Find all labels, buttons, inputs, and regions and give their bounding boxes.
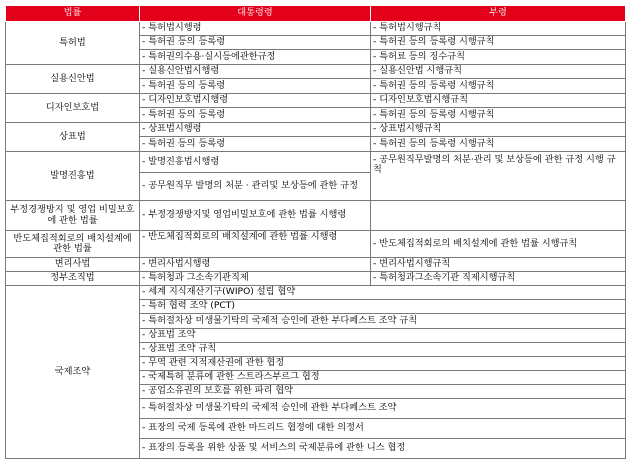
- decree-cell: - 변리사법시행령: [140, 258, 371, 272]
- decree-cell: - 상표법시행령: [140, 123, 371, 137]
- table-row: [6, 65, 626, 79]
- header-decree: 대통령령: [140, 6, 371, 22]
- treaty-item: - 특허절차상 미생물기탁의 국제적 승인에 관한 부다페스트 조약: [140, 399, 626, 419]
- legislation-table-wrapper: [5, 5, 625, 459]
- ordinance-cell: - 특허청과그소속기관 직제시행규칙: [371, 272, 626, 286]
- table-header-row: [6, 6, 626, 22]
- decree-cell: - 특허권 등의 등록령: [140, 79, 371, 94]
- table-row: [6, 286, 626, 300]
- treaty-item: - 상표법 조약: [140, 329, 626, 343]
- treaty-item: - 공업소유권의 보호를 위한 파리 협약: [140, 385, 626, 399]
- law-international-treaties: 국제조약: [6, 286, 140, 459]
- table-row: [6, 22, 626, 36]
- treaty-item: - 특허절차상 미생물기탁의 국제적 승인에 관한 부다페스트 조약 규칙: [140, 314, 626, 329]
- table-row: [6, 152, 626, 173]
- decree-cell: - 특허권 등의 등록령: [140, 36, 371, 50]
- ordinance-cell: - 실용신안법 시행규칙: [371, 65, 626, 79]
- law-design: 디자인보호법: [6, 94, 140, 123]
- ordinance-cell: - 특허권 등의 등록령 시행규칙: [371, 137, 626, 152]
- ordinance-cell: - 특허권 등의 등록령 시행규칙: [371, 36, 626, 50]
- treaty-item: - 표장의 국제 등록에 관한 마드리드 협정에 대한 의정서: [140, 419, 626, 439]
- table-row: [6, 94, 626, 108]
- law-government-organization: 정부조직법: [6, 272, 140, 286]
- ordinance-cell: - 변리사법시행규칙: [371, 258, 626, 272]
- treaty-item: - 상표법 조약 규칙: [140, 343, 626, 357]
- law-utility: 실용신안법: [6, 65, 140, 94]
- decree-cell: - 부정경쟁방지및 영업비밀보호에 관한 법률 시행령: [140, 201, 371, 231]
- table-row: [6, 258, 626, 272]
- header-ordinance: 부령: [371, 6, 626, 22]
- ordinance-cell: [371, 201, 626, 231]
- decree-cell: - 특허권 등의 등록령: [140, 137, 371, 152]
- treaty-item: - 표장의 등록을 위한 상품 및 서비스의 국제분류에 관한 니스 협정: [140, 439, 626, 459]
- law-patent-attorney: 변리사법: [6, 258, 140, 272]
- decree-cell: - 특허권의수용·실시등에관한규정: [140, 50, 371, 65]
- ordinance-cell: - 반도체집적회로의 배치설계에 관한 법률 시행규칙: [371, 231, 626, 258]
- ordinance-cell: - 공무원직무발명의 처분·관리 및 보상등에 관한 규정 시행 규칙: [371, 152, 626, 201]
- ordinance-cell: - 상표법시행규칙: [371, 123, 626, 137]
- law-trademark: 상표법: [6, 123, 140, 152]
- ordinance-cell: - 디자인보호법시행규칙: [371, 94, 626, 108]
- table-row: [6, 201, 626, 231]
- table-row: [6, 123, 626, 137]
- decree-cell: - 실용신안법시행령: [140, 65, 371, 79]
- treaty-item: - 특허 협력 조약 (PCT): [140, 300, 626, 314]
- decree-cell: - 특허법시행령: [140, 22, 371, 36]
- decree-cell: - 특허권 등의 등록령: [140, 108, 371, 123]
- ordinance-cell: - 특허권 등의 등록령 시행규칙: [371, 108, 626, 123]
- decree-cell: - 특허청과 그소속기관직제: [140, 272, 371, 286]
- ordinance-cell: - 특허법시행규칙: [371, 22, 626, 36]
- legislation-table: [5, 5, 626, 459]
- decree-cell: - 반도체집적회로의 배치설계에 관한 법률 시행령: [140, 231, 371, 258]
- law-patent: 특허법: [6, 22, 140, 65]
- decree-cell: - 디자인보호법시행령: [140, 94, 371, 108]
- law-unfair-competition: 부정경쟁방지 및 영업 비밀보호에 관한 법률: [6, 201, 140, 231]
- ordinance-cell: - 특허료 등의 징수규칙: [371, 50, 626, 65]
- decree-cell: - 발명진흥법시행령: [140, 152, 371, 173]
- treaty-item: - 무역 관련 지적재산권에 관한 협정: [140, 357, 626, 371]
- treaty-item: - 국제특허 분류에 관한 스트라스부르그 협정: [140, 371, 626, 385]
- treaty-item: - 세계 지식재산기구(WIPO) 설립 협약: [140, 286, 626, 300]
- table-row: [6, 272, 626, 286]
- ordinance-cell: - 특허권 등의 등록령 시행규칙: [371, 79, 626, 94]
- law-invention: 발명진흥법: [6, 152, 140, 201]
- table-row: [6, 231, 626, 258]
- law-semiconductor: 반도체집적회로의 배치설계에 관한 법률: [6, 231, 140, 258]
- decree-cell: - 공무원직무 발명의 처분 · 관리및 보상등에 관한 규정: [140, 173, 371, 201]
- header-law: 법률: [6, 6, 140, 22]
